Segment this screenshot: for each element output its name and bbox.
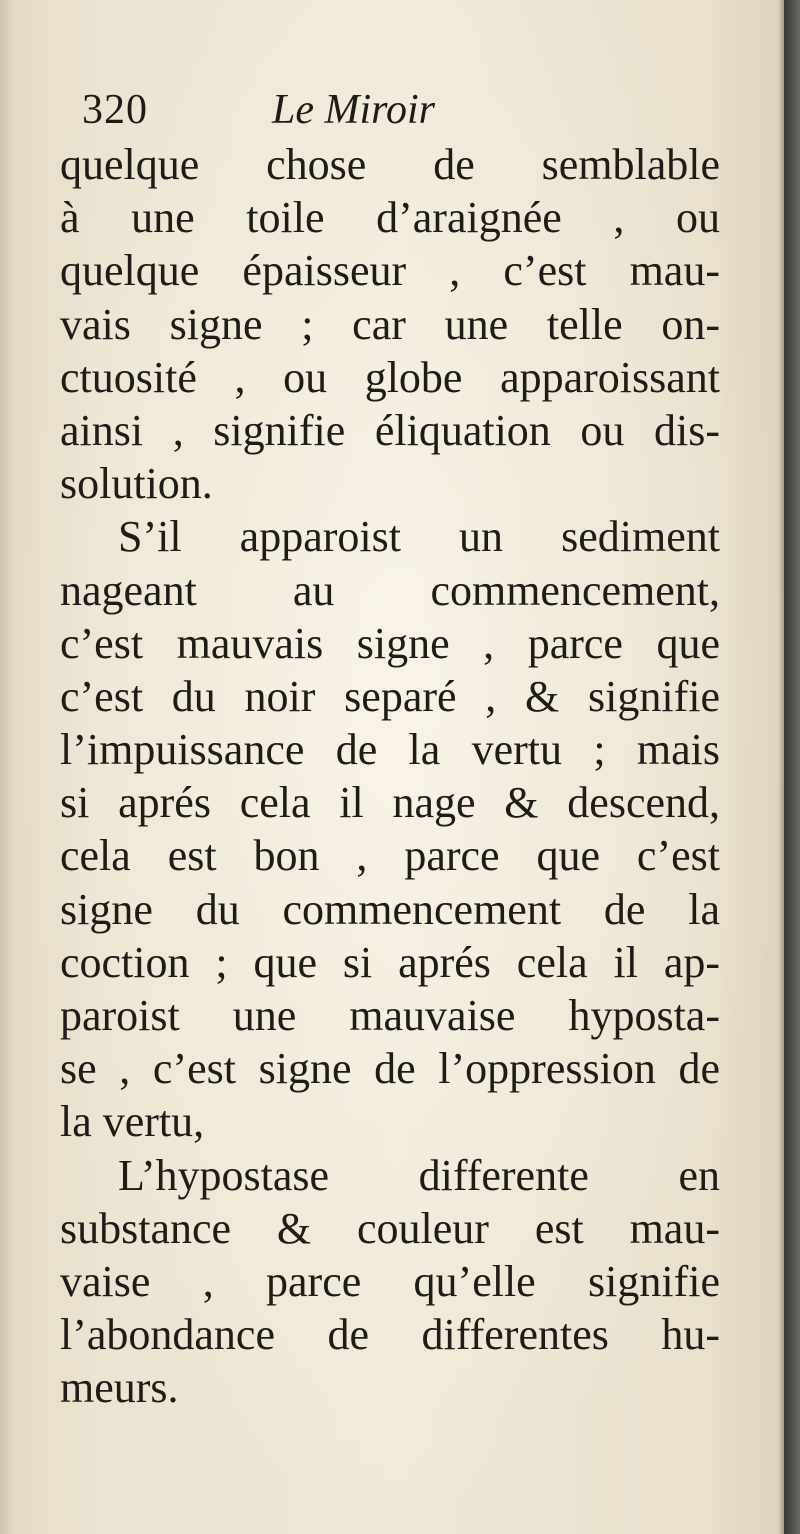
page-number: 320	[82, 87, 148, 133]
text-line: si aprés cela il nage & descend,	[60, 778, 720, 828]
text-line: nageant au commencement,	[60, 565, 720, 615]
text-line: cela est bon , parce que c’est	[60, 831, 720, 881]
text-line: ctuosité , ou globe apparoissant	[60, 352, 720, 402]
text-line: ainsi , signifie éliquation ou dis-	[60, 405, 720, 455]
text-line: à une toile d’araignée , ou	[60, 193, 720, 243]
paragraph-start-line: S’il apparoist un sediment	[118, 512, 720, 562]
running-title: Le Miroir	[272, 87, 435, 133]
text-line: quelque chose de semblable	[60, 140, 720, 189]
text-line: substance & couleur est mau-	[60, 1203, 720, 1253]
page-edge	[784, 0, 800, 1534]
text-line: vaise , parce qu’elle signifie	[60, 1256, 720, 1306]
text-line: signe du commencement de la	[60, 884, 720, 934]
text-line: l’abondance de differentes hu-	[60, 1310, 720, 1360]
text-line: solution.	[60, 459, 213, 509]
text-line: c’est mauvais signe , parce que	[60, 618, 720, 668]
text-line: meurs.	[60, 1363, 179, 1413]
text-line: coction ; que si aprés cela il ap-	[60, 937, 720, 987]
text-line: paroist une mauvaise hyposta-	[60, 991, 720, 1040]
text-line: se , c’est signe de l’oppression de	[60, 1044, 720, 1094]
paragraph-start-line: L’hypostase differente en	[118, 1150, 720, 1200]
body-text	[60, 138, 720, 1415]
text-line: l’impuissance de la vertu ; mais	[60, 725, 720, 775]
text-line: c’est du noir separé , & signifie	[60, 671, 720, 721]
text-line: quelque épaisseur , c’est mau-	[60, 246, 720, 296]
text-line: la vertu,	[60, 1097, 205, 1147]
text-line: vais signe ; car une telle on-	[60, 299, 720, 349]
